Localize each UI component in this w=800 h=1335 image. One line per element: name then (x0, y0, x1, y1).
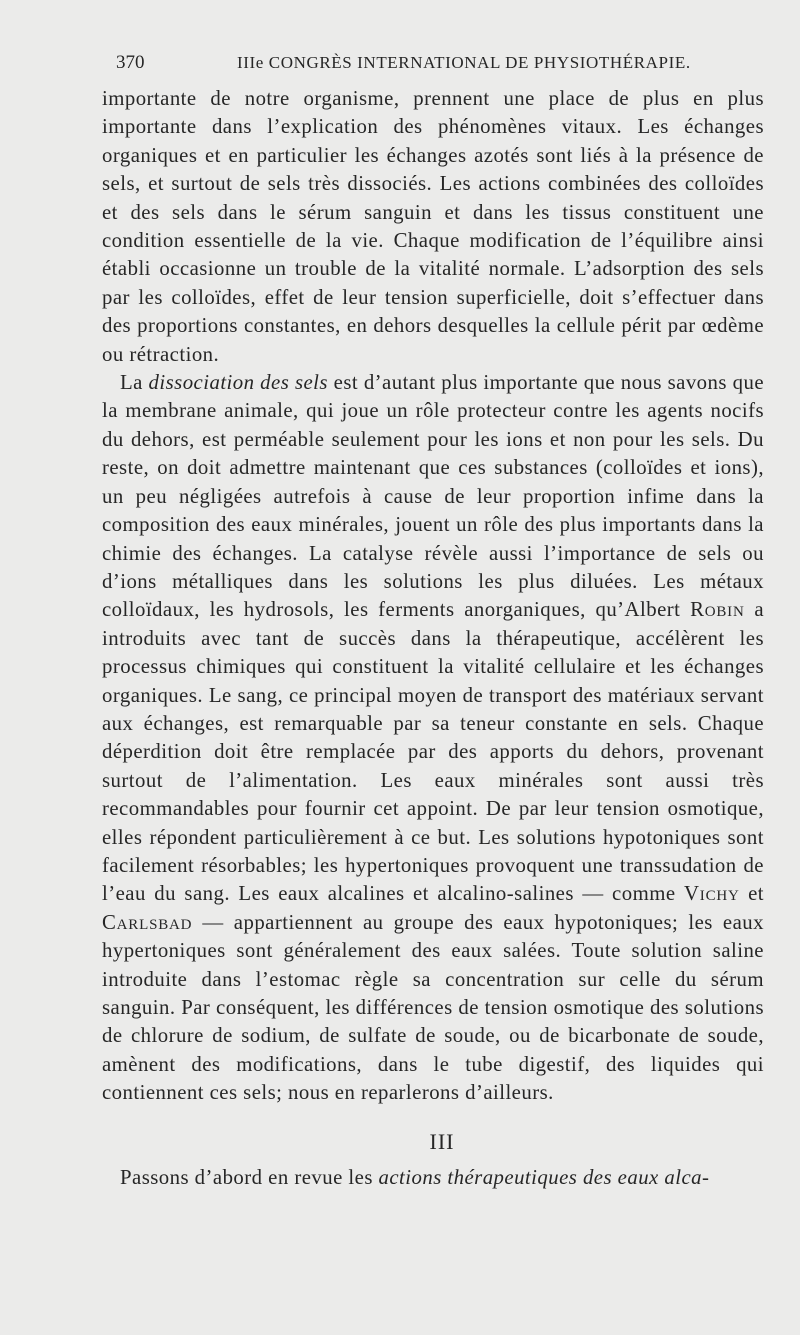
paragraph-3-lead: Passons d’abord en revue les (120, 1165, 379, 1189)
paragraph-2-part-a: est d’autant plus importante que nous savons que la membrane animale, qui joue un rôle protecteur contre les agents nocifs du dehors, est perméable seulement pour les ions et non pour les sels. Du reste, on doit admettre maintenant que ces substances (colloïdes et ions), un peu négligées autrefois à cause de leur proportion infime dans la composition des eaux minérales, jouent un rôle des plus importants dans la chimie des échanges. La catalyse révèle aussi l’importance de sels ou d’ions métalliques dans les solutions les plus diluées. Les métaux colloïdaux, les hydrosols, les ferments anorganiques, qu’Albert (102, 371, 764, 622)
paragraph-3 (102, 1164, 764, 1192)
section-heading: III (429, 1128, 455, 1154)
name-carlsbad: Carlsbad (102, 910, 193, 934)
page-header (116, 52, 766, 76)
paragraph-2-part-b: a introduits avec tant de succès dans la thérapeutique, accélèrent les processus chimiques qui constituent la vitalité cellulaire et les échanges organiques. Le sang, ce principal moyen de transport des matériaux servant aux échanges, est remarquable par sa teneur constante en sels. Chaque déperdition doit être remplacée par des apports du dehors, provenant surtout de l’alimentation. Les eaux minérales sont aussi très recommandables pour fournir cet appoint. De par leur tension osmotique, elles répondent particulièrement à ce but. Les solutions hypotoniques sont facilement résorbables; les hypertoniques provoquent une transsudation de l’eau du sang. Les eaux alcalines et alcalino-salines — comme (102, 598, 764, 906)
emphasis-dissociation: dissociation des sels (148, 371, 328, 395)
name-robin: Robin (690, 598, 745, 622)
name-vichy: Vichy (683, 882, 740, 906)
page-number: 370 (116, 52, 145, 73)
paragraph-2-part-c: et (739, 882, 764, 906)
paragraph-1: importante de notre organisme, prennent une place de plus en plus importante dans l’explication des phénomènes vitaux. Les échanges organiques et en particulier les échanges azotés sont liés à la présence de sels, et surtout de sels très dissociés. Les actions combinées des colloïdes et des sels dans le sérum sanguin et dans les tissus constituent une condition essentielle de la vie. Chaque modification de l’équilibre ainsi établi occasionne un trouble de la vitalité normale. L’adsorption des sels par les colloïdes, effet de leur tension superficielle, doit s’effectuer dans des proportions constantes, en dehors desquelles la cellule périt par œdème ou rétraction. (102, 87, 764, 366)
body-text (102, 85, 764, 1192)
running-head: IIIe CONGRÈS INTERNATIONAL DE PHYSIOTHÉRAPIE. (237, 53, 691, 72)
paragraph-2-part-d: — appartiennent au groupe des eaux hypotoniques; les eaux hypertoniques sont généralement des eaux salées. Toute solution saline introduite dans l’estomac règle sa concentration sur celle du sérum sanguin. Par conséquent, les différences de tension osmotique des solutions de chlorure de sodium, de sulfate de soude, ou de bicarbonate de soude, amènent des modifications, dans le tube digestif, des liquides qui contiennent ces sels; nous en reparlerons d’ailleurs. (102, 910, 764, 1105)
paragraph-2 (102, 369, 764, 1108)
emphasis-actions-therapeutiques: actions thérapeutiques des eaux alca- (378, 1165, 710, 1189)
paragraph-2-lead: La (120, 371, 149, 395)
